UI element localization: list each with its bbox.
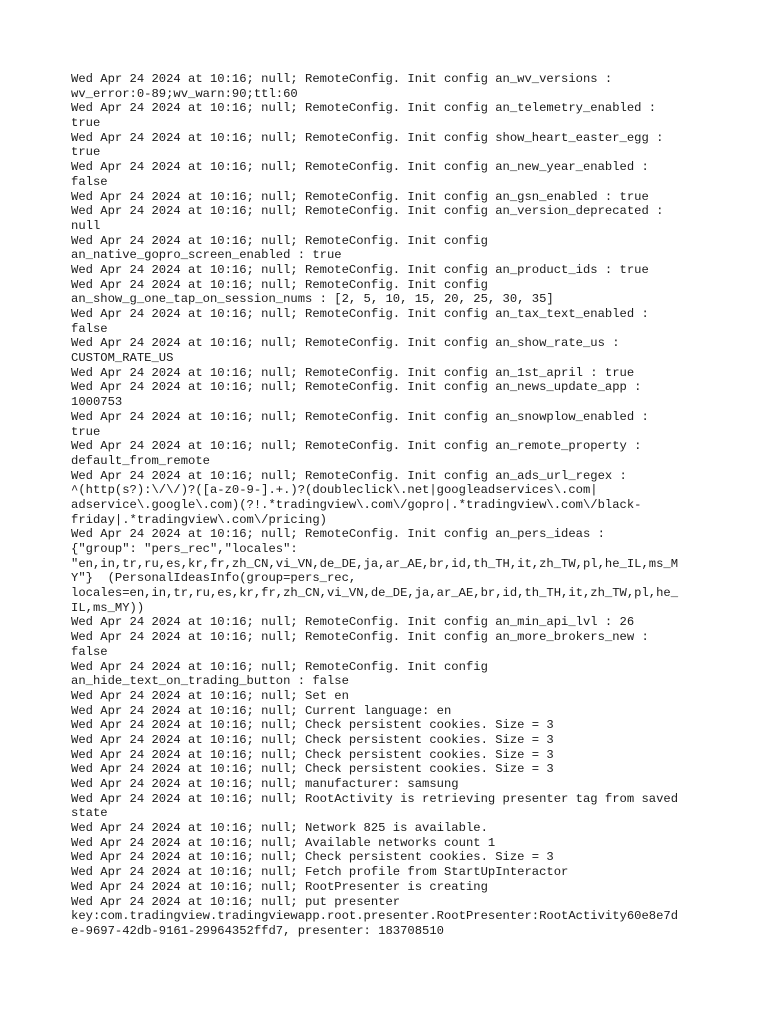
log-line: Wed Apr 24 2024 at 10:16; null; Check persistent cookies. Size = 3: [71, 762, 554, 777]
log-line: false: [71, 321, 108, 336]
log-line: e-9697-42db-9161-29964352ffd7, presenter: 183708510: [71, 923, 444, 938]
log-line: Wed Apr 24 2024 at 10:16; null; RemoteConfig. Init config an_more_brokers_new :: [71, 630, 649, 645]
log-line: "en,in,tr,ru,es,kr,fr,zh_CN,vi_VN,de_DE,ja,ar_AE,br,id,th_TH,it,zh_TW,pl,he_IL,ms_M: [71, 556, 679, 571]
log-line: Wed Apr 24 2024 at 10:16; null; RemoteConfig. Init config an_tax_text_enabled :: [71, 307, 649, 321]
log-line: Wed Apr 24 2024 at 10:16; null; RemoteConfig. Init config: [71, 659, 488, 674]
log-line: 1000753: [71, 395, 123, 410]
log-line: state: [71, 806, 108, 821]
log-line: Wed Apr 24 2024 at 10:16; null; RemoteConfig. Init config an_1st_april : true: [71, 365, 635, 380]
log-line: Wed Apr 24 2024 at 10:16; null; RemoteConfig. Init config: [71, 277, 488, 292]
log-line: friday|.*tradingview\.com\/pricing): [71, 512, 327, 527]
log-line: Wed Apr 24 2024 at 10:16; null; Check persistent cookies. Size = 3: [71, 718, 554, 733]
log-line: an_hide_text_on_trading_button : false: [71, 674, 349, 689]
log-line: Wed Apr 24 2024 at 10:16; null; RemoteConfig. Init config an_new_year_enabled :: [71, 160, 649, 175]
log-line: Wed Apr 24 2024 at 10:16; null; RemoteConfig. Init config an_news_update_app :: [71, 380, 642, 395]
log-line: Wed Apr 24 2024 at 10:16; null; Check persistent cookies. Size = 3: [71, 732, 554, 747]
log-line: Wed Apr 24 2024 at 10:16; null; RemoteConfig. Init config an_show_rate_us :: [71, 336, 620, 351]
log-line: Wed Apr 24 2024 at 10:16; null; RemoteConfig. Init config an_pers_ideas :: [71, 527, 605, 542]
log-line: Wed Apr 24 2024 at 10:16; null; RootActivity is retrieving presenter tag from saved: [71, 791, 679, 806]
log-line: Wed Apr 24 2024 at 10:16; null; Available networks count 1: [71, 835, 496, 850]
log-line: an_show_g_one_tap_on_session_nums : [2, 5, 10, 15, 20, 25, 30, 35]: [71, 292, 554, 307]
log-line: Wed Apr 24 2024 at 10:16; null; RemoteConfig. Init config an_ads_url_regex :: [71, 468, 627, 483]
log-line: IL,ms_MY)): [71, 600, 145, 615]
log-line: Wed Apr 24 2024 at 10:16; null; RemoteConfig. Init config an_remote_property :: [71, 439, 642, 454]
log-line: Wed Apr 24 2024 at 10:16; null; RemoteConfig. Init config: [71, 233, 488, 248]
log-line: default_from_remote: [71, 453, 210, 468]
log-line: Wed Apr 24 2024 at 10:16; null; Set en: [71, 688, 349, 703]
log-line: Wed Apr 24 2024 at 10:16; null; RemoteConfig. Init config an_gsn_enabled : true: [71, 189, 649, 204]
log-line: false: [71, 644, 108, 659]
log-line: wv_error:0-89;wv_warn:90;ttl:60: [71, 86, 298, 101]
log-line: Wed Apr 24 2024 at 10:16; null; RemoteConfig. Init config an_snowplow_enabled :: [71, 409, 649, 424]
log-output: [71, 72, 711, 939]
log-line: false: [71, 174, 108, 189]
log-line: Wed Apr 24 2024 at 10:16; null; RemoteConfig. Init config show_heart_easter_egg :: [71, 130, 664, 145]
log-line: {"group": "pers_rec","locales":: [71, 542, 298, 556]
log-line: null: [71, 218, 101, 233]
log-line: Wed Apr 24 2024 at 10:16; null; Current language: en: [71, 703, 452, 718]
log-line: key:com.tradingview.tradingviewapp.root.presenter.RootPresenter:RootActivity60e8e7d: [71, 909, 679, 924]
log-line: true: [71, 424, 101, 439]
log-line: Wed Apr 24 2024 at 10:16; null; manufacturer: samsung: [71, 777, 459, 791]
log-line: Wed Apr 24 2024 at 10:16; null; RemoteConfig. Init config an_min_api_lvl : 26: [71, 615, 635, 630]
log-line: Wed Apr 24 2024 at 10:16; null; RemoteConfig. Init config an_telemetry_enabled :: [71, 101, 657, 116]
log-line: Wed Apr 24 2024 at 10:16; null; put presenter: [71, 894, 401, 909]
log-line: Wed Apr 24 2024 at 10:16; null; RemoteConfig. Init config an_version_deprecated :: [71, 204, 664, 219]
log-line: Wed Apr 24 2024 at 10:16; null; Network 825 is available.: [71, 821, 488, 836]
log-line: Wed Apr 24 2024 at 10:16; null; Check persistent cookies. Size = 3: [71, 850, 554, 865]
log-line: Wed Apr 24 2024 at 10:16; null; RemoteConfig. Init config an_product_ids : true: [71, 262, 649, 277]
log-line: locales=en,in,tr,ru,es,kr,fr,zh_CN,vi_VN,de_DE,ja,ar_AE,br,id,th_TH,it,zh_TW,pl,he_: [71, 586, 679, 601]
log-line: Wed Apr 24 2024 at 10:16; null; Fetch profile from StartUpInteractor: [71, 865, 569, 880]
log-line: Wed Apr 24 2024 at 10:16; null; RemoteConfig. Init config an_wv_versions :: [71, 72, 613, 86]
log-line: true: [71, 116, 101, 131]
log-line: Wed Apr 24 2024 at 10:16; null; Check persistent cookies. Size = 3: [71, 747, 554, 762]
log-line: true: [71, 145, 101, 160]
log-line: Wed Apr 24 2024 at 10:16; null; RootPresenter is creating: [71, 879, 488, 894]
log-line: ^(http(s?):\/\/)?([a-z0-9-].+.)?(doubleclick\.net|googleadservices\.com|: [71, 483, 598, 498]
log-line: Y"} (PersonalIdeasInfo(group=pers_rec,: [71, 571, 357, 586]
log-line: CUSTOM_RATE_US: [71, 351, 174, 366]
log-line: an_native_gopro_screen_enabled : true: [71, 248, 342, 263]
log-line: adservice\.google\.com)(?!.*tradingview\.com\/gopro|.*tradingview\.com\/black-: [71, 497, 642, 512]
